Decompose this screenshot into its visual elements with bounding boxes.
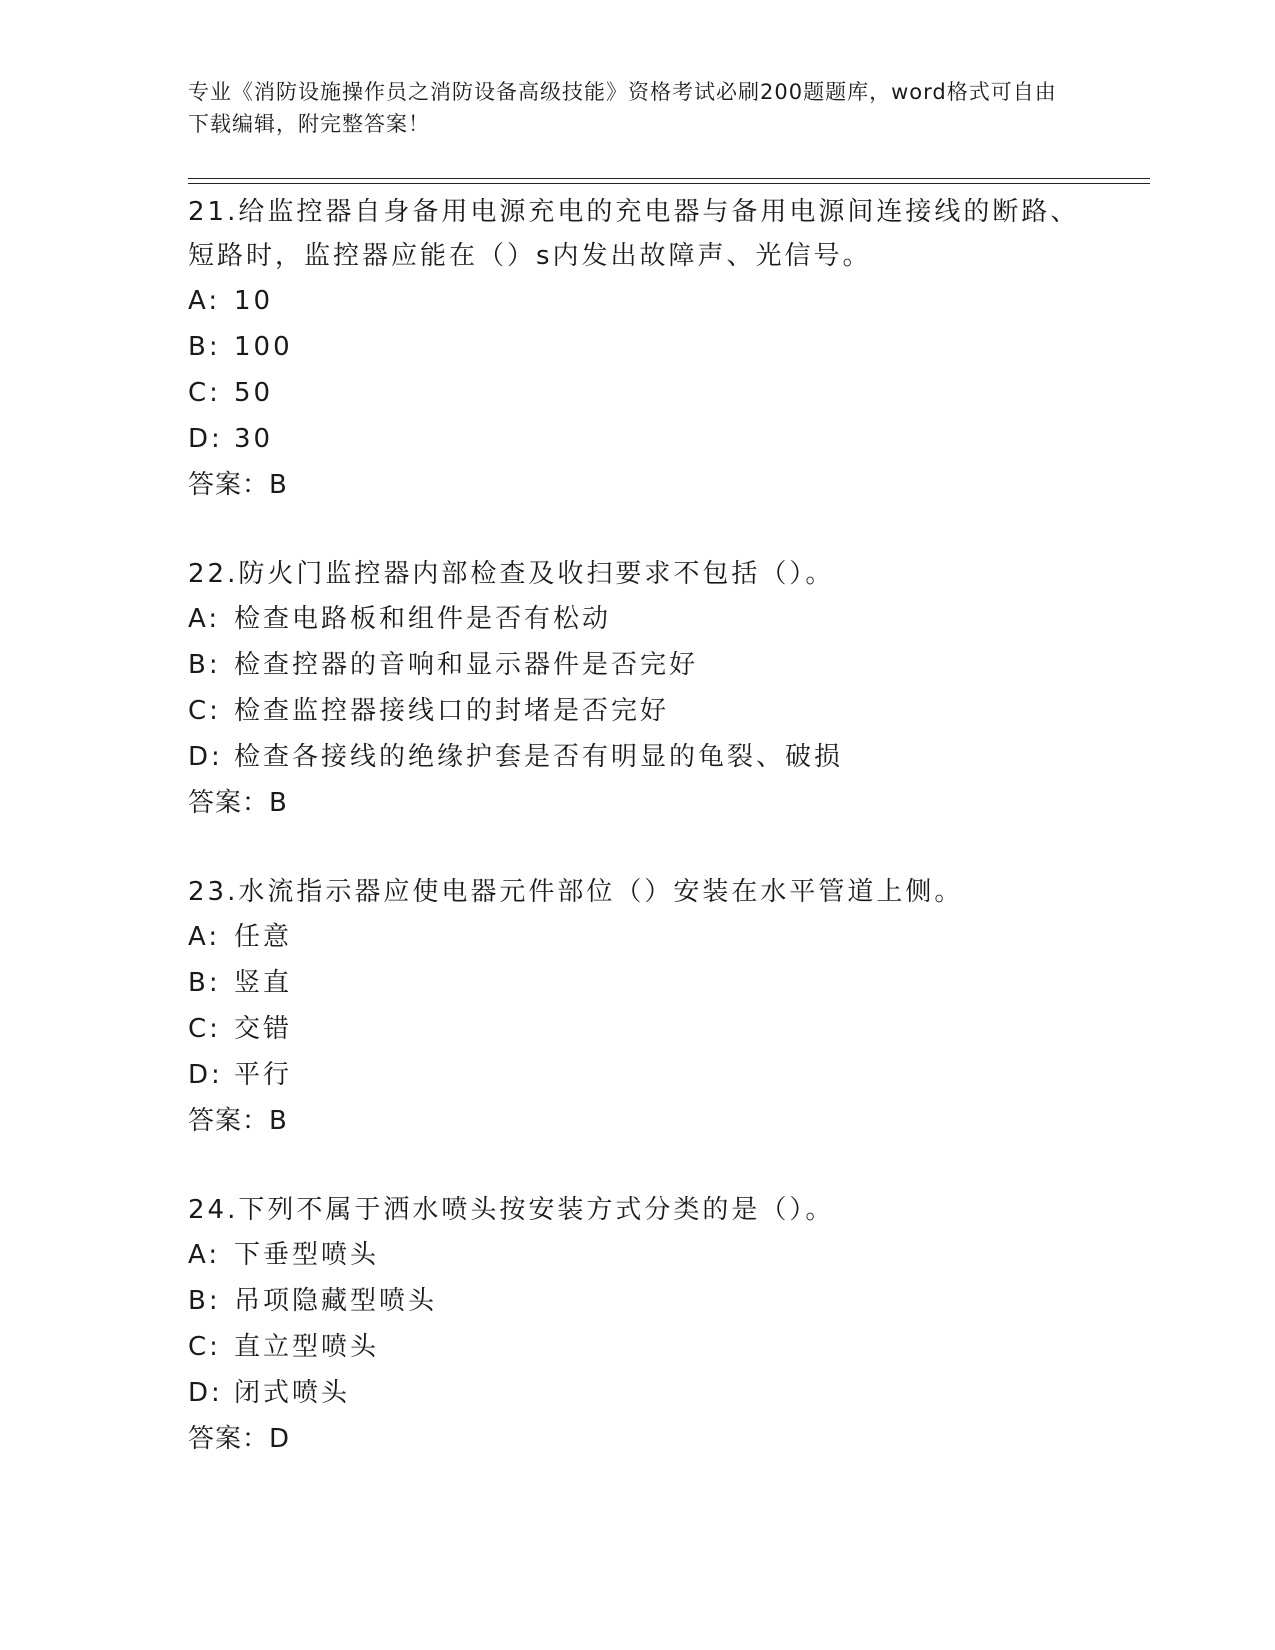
option-text: 下垂型喷头 xyxy=(234,1240,380,1270)
option-a xyxy=(188,278,1088,324)
option-letter: D: xyxy=(188,424,223,454)
option-text: 检查各接线的绝缘护套是否有明显的龟裂、破损 xyxy=(234,742,844,772)
option-c xyxy=(188,1006,1088,1052)
option-b xyxy=(188,960,1088,1006)
option-c xyxy=(188,370,1088,416)
answer-label: 答案：B xyxy=(188,1106,288,1136)
option-a xyxy=(188,914,1088,960)
option-letter: D: xyxy=(188,742,223,772)
option-d xyxy=(188,1052,1088,1098)
answer-label: 答案：B xyxy=(188,470,288,500)
option-text: 交错 xyxy=(234,1014,293,1044)
header-divider-top xyxy=(188,178,1150,179)
option-a xyxy=(188,1232,1088,1278)
option-text: 任意 xyxy=(234,922,293,952)
question-text: 22.防火门监控器内部检查及收扫要求不包括（）。 xyxy=(188,559,835,589)
option-letter: A: xyxy=(188,286,221,316)
option-text: 检查监控器接线口的封堵是否完好 xyxy=(234,696,670,726)
option-letter: B: xyxy=(188,332,221,362)
question-23 xyxy=(188,870,1088,1144)
option-text: 50 xyxy=(234,378,274,408)
option-letter: A: xyxy=(188,922,221,952)
option-text: 吊项隐藏型喷头 xyxy=(234,1286,438,1316)
option-letter: A: xyxy=(188,604,221,634)
option-letter: B: xyxy=(188,968,221,998)
option-letter: D: xyxy=(188,1378,223,1408)
option-text: 闭式喷头 xyxy=(234,1378,351,1408)
question-text: 24.下列不属于洒水喷头按安装方式分类的是（）。 xyxy=(188,1195,835,1225)
option-c xyxy=(188,688,1088,734)
option-b xyxy=(188,1278,1088,1324)
option-letter: C: xyxy=(188,1014,221,1044)
question-24 xyxy=(188,1188,1088,1462)
question-text: 21.给监控器自身备用电源充电的充电器与备用电源间连接线的断路、短路时，监控器应能在（）s内发出故障声、光信号。 xyxy=(188,197,1080,271)
option-letter: C: xyxy=(188,696,221,726)
option-text: 竖直 xyxy=(234,968,293,998)
option-c xyxy=(188,1324,1088,1370)
option-text: 检查控器的音响和显示器件是否完好 xyxy=(234,650,699,680)
question-text: 23.水流指示器应使电器元件部位（）安装在水平管道上侧。 xyxy=(188,877,964,907)
option-letter: D: xyxy=(188,1060,223,1090)
document-header: 专业《消防设施操作员之消防设备高级技能》资格考试必刷200题题库，word格式可自由下载编辑，附完整答案！ xyxy=(188,80,1057,136)
option-letter: C: xyxy=(188,378,221,408)
option-text: 检查电路板和组件是否有松动 xyxy=(234,604,612,634)
header-divider-bottom xyxy=(188,183,1150,184)
option-a xyxy=(188,596,1088,642)
option-text: 100 xyxy=(234,332,293,362)
answer-label: 答案：B xyxy=(188,788,288,818)
option-text: 平行 xyxy=(234,1060,293,1090)
option-b xyxy=(188,642,1088,688)
option-text: 10 xyxy=(234,286,274,316)
option-letter: A: xyxy=(188,1240,221,1270)
option-text: 直立型喷头 xyxy=(234,1332,380,1362)
option-d xyxy=(188,416,1088,462)
option-letter: B: xyxy=(188,1286,221,1316)
option-letter: B: xyxy=(188,650,221,680)
answer-label: 答案：D xyxy=(188,1424,291,1454)
option-letter: C: xyxy=(188,1332,221,1362)
option-d xyxy=(188,1370,1088,1416)
question-21 xyxy=(188,190,1088,508)
option-b xyxy=(188,324,1088,370)
option-text: 30 xyxy=(234,424,274,454)
question-22 xyxy=(188,552,1088,826)
option-d xyxy=(188,734,1088,780)
